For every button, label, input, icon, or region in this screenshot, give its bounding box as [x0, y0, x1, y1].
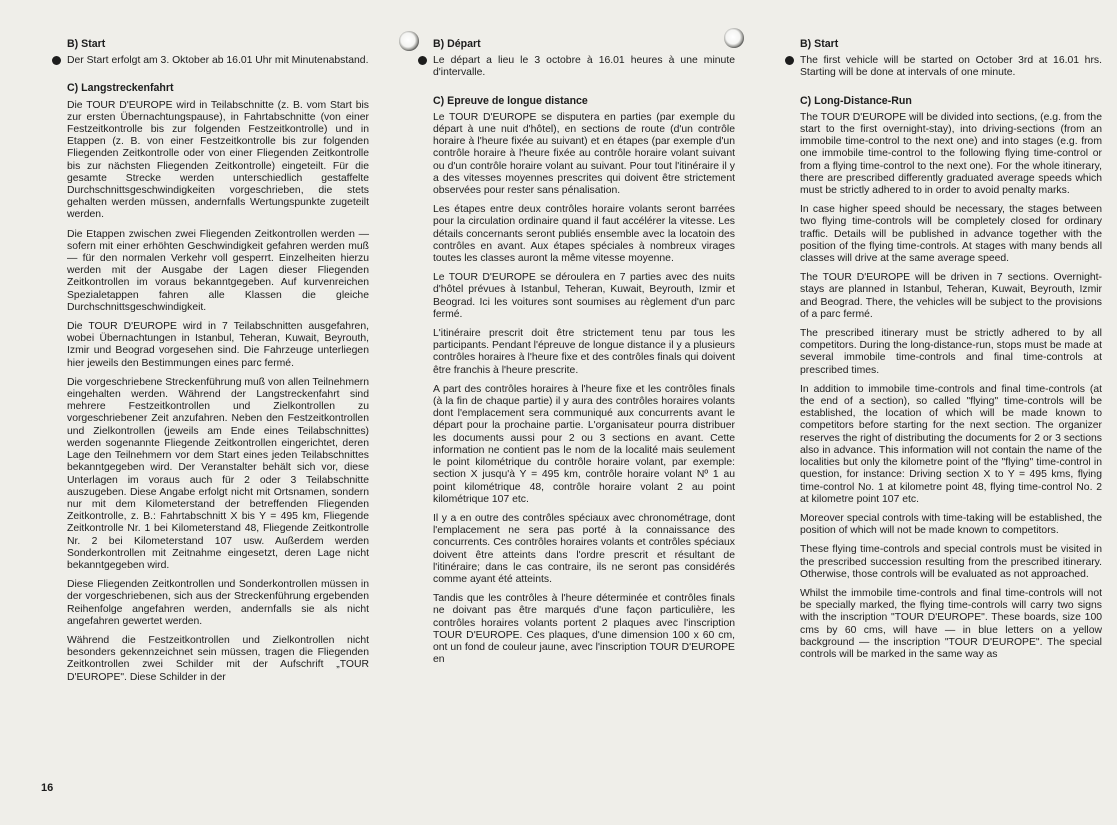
paragraph-french-5: A part des contrôles horaires à l'heure fixe et les contrôles finals (à la fin de chaque partie) il y aura des contrôles horaires volants dont l'emplacement sera communiqué aux concurrents avant le départ pour la prochaine partie. L'organisateur pourra distribuer les documents aussi pour 2 ou 3 sections en avant. Cette information ne contient pas le nom de la localité mais seulement le point kilométrique du contrôle horaire volant, par exemple: section X jusqu'à Y = 495 km, contrôle horaire volant Nº 1 au point kilométrique 48, contrôle horaire volant 2 au point kilométrique 107 etc.	[433, 383, 735, 505]
paragraph-german-2: Die Etappen zwischen zwei Fliegenden Zeitkontrollen werden — sofern mit einer erhöhten Geschwindigkeit gefahren werden muß — für den normalen Verkehr voll gesperrt. Einzelheiten hierzu werden mit der Ausgabe der Lagen dieser Fliegenden Zeitkontrollen im voraus bekanntgegeben. Auf kurvenreichen Spezialetappen fahren alle Klassen die gleiche Durchschnittsgeschwindigkeit.	[67, 228, 369, 313]
paragraph-german-1: Die TOUR D'EUROPE wird in Teilabschnitte (z. B. vom Start bis zur ersten Übernachtungspause), in Fahrtabschnitte (von einer Festzeitkontrolle bis zur folgenden Festzeitkontrolle) und in Etappen (z. B. von einer Festzeitkontrolle bis zur folgenden Fliegenden Zeitkontrolle oder von einer Fliegenden Zeitkontrolle bis zur nächsten Fliegenden Zeitkontrolle) eingeteilt. Für die gesamte Strecke werden unterschiedlich gestaffelte Durchschnittsgeschwindigkeiten vorgeschrieben, die stets gehalten werden müssen, andernfalls Wertungspunkte zugeteilt werden.	[67, 99, 369, 221]
section-heading-french: C) Epreuve de longue distance	[433, 94, 588, 107]
start-heading-english: B) Start	[800, 38, 839, 50]
paragraph-english-6: Moreover special controls with time-taking will be established, the position of which will not be made known to competitors.	[800, 512, 1102, 537]
paragraph-french-3: Le TOUR D'EUROPE se déroulera en 7 parties avec des nuits d'hôtel prévues à Istanbul, Teheran, Kuwait, Beyrouth, Izmir et Beograd. Ici les voitures sont soumises au règlement d'un parc fermé.	[433, 272, 735, 320]
bullet-icon	[418, 56, 427, 65]
bullet-icon	[52, 56, 61, 65]
start-item-english	[800, 55, 1102, 79]
bullet-icon	[785, 56, 794, 65]
paragraph-german-4: Die vorgeschriebene Streckenführung muß von allen Teilnehmern eingehalten werden. Während der Langstreckenfahrt sind mehrere Festzeitkontrollen und Zielkontrollen zu vorgeschriebener Zeit anzufahren. Neben den Festzeitkontrollen und Zielkontrollen (jeweils am Ende eines Teilabschnittes) werden sogenannte Fliegende Zeitkontrollen eingerichtet, deren Lage den Teilnehmern vor dem Start eines jeden Teilabschnittes bekanntgegeben wird. Der Veranstalter behält sich vor, diese Unterlagen im voraus auch für 2 oder 3 Teilabschnitte auszugeben. Diese Angabe erfolgt nicht mit Ortsnamen, sondern nur mit dem Kilometerstand der betreffenden Fliegenden Zeitkontrolle, z. B.: Fahrtabschnitt X bis Y = 495 km, Fliegende Zeitkontrolle Nr. 1 bei Kilometerstand 48, Fliegende Zeitkontrolle Nr. 2 bei Kilometerstand 107 usw. Außerdem werden Sonderkontrollen mit Zeitnahme eingesetzt, deren Lage nicht bekanntgegeben wird.	[67, 376, 369, 571]
section-heading-english: C) Long-Distance-Run	[800, 94, 912, 107]
start-text-german: Der Start erfolgt am 3. Oktober ab 16.01 Uhr mit Minutenabstand.	[67, 55, 369, 67]
paragraph-german-3: Die TOUR D'EUROPE wird in 7 Teilabschnitten ausgefahren, wobei Übernachtungen in Istanbul, Teheran, Kuwait, Beyrouth, Izmir und Beograd vorgesehen sind. Die Fahrzeuge unterliegen hier jeweils den Bestimmungen eines parc fermé.	[67, 321, 369, 369]
paragraph-french-7: Tandis que les contrôles à l'heure déterminée et contrôles finals ne doivant pas être marqués d'une façon particulière, les contrôles horaires volants portent 2 plaques avec l'inscription TOUR D'EUROPE. Ces plaques, d'une dimension 100 x 60 cm, ont un fond de couleur jaune, avec l'inscription TOUR D'EUROPE en	[433, 593, 735, 666]
paragraph-english-5: In addition to immobile time-controls and final time-controls (at the end of a section), so called "flying" time-controls will be established, the location of which will be made known to competitors before starting for the next section. The organizer reserves the right of distributing the documents for 2 or 3 sections also in advance. This information will not contain the name of the localities but only the kilometre point of the "flying" time-control in question, for instance: Driving section X to Y = 495 kms, flying time-control No. 1 at kilometre point 48, flying time-control No. 2 at kilometre point 107 etc.	[800, 383, 1102, 505]
start-heading-german: B) Start	[67, 38, 106, 50]
paragraph-english-3: The TOUR D'EUROPE will be driven in 7 sections. Overnight-stays are planned in Istanbul, Teheran, Kuwait, Beyrouth, Izmir and Beograd. There, the vehicles will be subject to the provisions of a parc fermé.	[800, 272, 1102, 320]
paragraph-french-2: Les étapes entre deux contrôles horaire volants seront barrées pour la circulation ordinaire quand il faut accélérer la vitesse. Les détails concernants seront publiés ensemble avec la locatoin des contrôles en avant. Aux étapes spéciales à nombreux virages toutes les classes auront la même vitesse moyenne.	[433, 204, 735, 265]
paragraph-french-4: L'itinéraire prescrit doit être strictement tenu par tous les participants. Pendant l'épreuve de longue distance il y a plusieurs contrôles horaires à l'heure fixe et des contrôles finals qui doivent être franchis à l'heure prescrite.	[433, 328, 735, 376]
column-french	[433, 38, 735, 673]
paragraph-english-4: The prescribed itinerary must be strictly adhered to by all competitors. During the long-distance-run, stops must be made at several immobile time-controls and final time-controls at prescribed times.	[800, 328, 1102, 376]
punch-hole-left	[399, 31, 419, 51]
start-text-french: Le départ a lieu le 3 octobre à 16.01 heures à une minute d'intervalle.	[433, 55, 735, 79]
paragraph-french-6: Il y a en outre des contrôles spéciaux avec chronométrage, dont l'emplacement ne sera pas porté à la connaissance des concurrents. Ces contrôles horaires volants et contrôles spéciaux doivent être atteints dans l'ordre prescrit et résultant de l'itinéraire; dans le cas contraire, ils ne seront pas considérés comme ayant été atteints.	[433, 512, 735, 585]
column-german	[67, 38, 369, 691]
paragraph-german-5: Diese Fliegenden Zeitkontrollen und Sonderkontrollen müssen in der vorgeschriebenen, sich aus der Streckenführung ergebenden Reihenfolge angefahren werden, andernfalls sie als nicht angefahren gewertet werden.	[67, 579, 369, 627]
paragraph-french-1: Le TOUR D'EUROPE se disputera en parties (par exemple du départ à une nuit d'hôtel), en sections de route (d'un contrôle horaire à l'heure fixée au suivant) et en étapes (par exemple d'un contrôle horaire à l'heure fixée au contrôle horaire volant suivant ou d'un contrôle horaire volant au suivant. Pour tout l'itinéraire il y a des vitesses moyennes prescrites qui doivent être strictement observées pour rester sans pénalisation.	[433, 111, 735, 197]
start-text-english: The first vehicle will be started on October 3rd at 16.01 hrs. Starting will be done at intervals of one minute.	[800, 55, 1102, 79]
column-english	[800, 38, 1102, 668]
page-number: 16	[41, 782, 54, 794]
start-item-french	[433, 55, 735, 79]
start-item-german	[67, 55, 369, 67]
section-heading-german: C) Langstreckenfahrt	[67, 82, 174, 95]
paragraph-english-2: In case higher speed should be necessary, the stages between two flying time-controls will be completely closed for ordinary traffic. Details will be published in advance together with the position of the flying time-controls. At stages with many bends all classes will drive at the same average speed.	[800, 204, 1102, 265]
paragraph-german-6: Während die Festzeitkontrollen und Zielkontrollen nicht besonders gekennzeichnet sein müssen, tragen die Fliegenden Zeitkontrollen zwei Schilder mit der Aufschrift „TOUR D'EUROPE". Diese Schilder in der	[67, 634, 369, 683]
paragraph-english-1: The TOUR D'EUROPE will be divided into sections, (e.g. from the start to the first overnight-stay), into driving-sections (from an immobile time-control to the next one) and into stages (e.g. from one immobile time-control to the following flying time-control or from a flying time-control to the next one). For the whole itinerary, there are prescribed differently graduated average speeds which must be strictly adhered to in order to avoid penalty marks.	[800, 111, 1102, 197]
start-heading-french: B) Départ	[433, 38, 481, 50]
paragraph-english-8: Whilst the immobile time-controls and final time-controls will not be specially marked, the flying time-controls will carry two signs with the inscription "TOUR D'EUROPE". These boards, size 100 cms by 60 cms, will have — in blue letters on a yellow background — the inscription "TOUR D'EUROPE". The special controls will be marked in the same way as	[800, 587, 1102, 660]
paragraph-english-7: These flying time-controls and special controls must be visited in the prescribed succession resulting from the prescribed itinerary. Otherwise, those controls will be evaluated as not approached.	[800, 544, 1102, 580]
